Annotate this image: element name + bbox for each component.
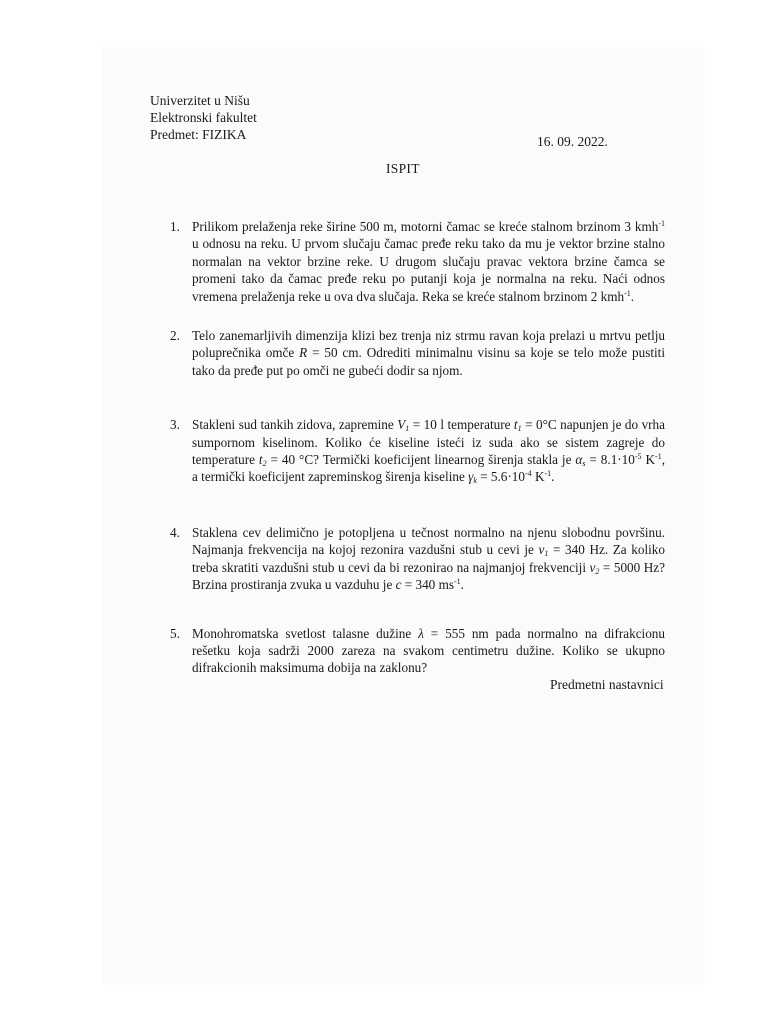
subscript: s (582, 459, 586, 469)
text-run: = 0°C napunjen je do vrha sumpornom kiselinom. Koliko će kiseline isteći iz suda ako se sistem zagreje do temperature (192, 417, 666, 468)
variable: c (395, 577, 402, 593)
superscript: -5 (634, 452, 642, 462)
problem-1 (170, 218, 665, 305)
text-run: . (630, 288, 635, 304)
superscript: -1 (655, 452, 662, 462)
problem-list (170, 218, 665, 677)
problem-text (192, 625, 665, 677)
problem-text (192, 524, 665, 594)
text-run: = 10 l temperature (409, 417, 514, 433)
text-run: Staklena cev delimično je potopljena u tečnost normalno na njenu slobodnu površinu. Najmanja frekvencija na kojoj rezonira vazdušni stub u cevi je (192, 524, 665, 558)
variable: t (258, 452, 263, 468)
signature-line: Predmetni nastavnici (550, 677, 664, 692)
problem-3 (170, 416, 665, 486)
variable: t (513, 417, 518, 433)
problem-number: 5. (170, 625, 180, 641)
superscript: -1 (544, 469, 552, 479)
subject-line: Predmet: FIZIKA (150, 127, 247, 142)
superscript: -1 (624, 288, 631, 298)
text-run: = 340 ms (401, 577, 454, 593)
text-run: K (531, 469, 545, 485)
problem-number: 1. (170, 219, 180, 234)
text-run: = 5.6·10 (476, 469, 525, 485)
subscript: k (473, 476, 477, 486)
text-run: = 340 Hz. Za koliko treba skratiti vazdušni stub u cevi da bi rezonirao na najmanjoj frekvenciji (192, 542, 665, 575)
text-run: Prilikom prelaženja reke širine 500 m, motorni čamac se kreće stalnom brzinom 3 kmh (192, 219, 659, 234)
subscript: 1 (517, 424, 522, 434)
superscript: -1 (658, 219, 665, 228)
text-run: = 5000 Hz? Brzina prostiranja zvuka u vazduhu je (192, 559, 665, 593)
text-run: u odnosu na reku. U prvom slučaju čamac pređe reku tako da mu je vektor brzine stalno normalan na vektor brzine reke. U drugom slučaju pravac vektora brzine čamca se promeni tako da čamac pređe reku po putanji koja je normalna na reku. Naći odnos vremena prelaženja reke u ova dva slučaja. Reka se kreće stalnom brzinom 2 kmh (192, 236, 665, 304)
problem-text (192, 416, 665, 486)
superscript: -1 (453, 577, 461, 587)
problem-4 (170, 524, 665, 594)
superscript: -4 (524, 469, 532, 479)
document-title: ISPIT (386, 161, 420, 176)
text-run: Stakleni sud tankih zidova, zapremine (192, 417, 398, 433)
text-run: Monohromatska svetlost talasne dužine (192, 625, 419, 641)
variable: R (299, 345, 308, 361)
variable: α (575, 452, 583, 468)
variable: ν (538, 542, 545, 558)
variable: V (397, 417, 406, 433)
text-run: K (641, 452, 656, 468)
problem-2 (170, 327, 665, 379)
text-run: = 40 °C? Termički koeficijent linearnog širenja stakla je (266, 452, 576, 468)
document-header (150, 92, 257, 143)
text-run: , a termički koeficijent zapreminskog širenja kiseline (192, 452, 665, 485)
text-run: . (460, 577, 464, 593)
variable: ν (589, 559, 596, 575)
subscript: 2 (595, 566, 600, 576)
subscript: 1 (544, 549, 549, 559)
text-run: = 8.1·10 (585, 452, 635, 468)
subscript: 1 (405, 424, 410, 434)
variable: γ (468, 469, 474, 485)
faculty-name: Elektronski fakultet (150, 110, 257, 125)
problem-number: 3. (170, 417, 180, 433)
problem-number: 4. (170, 524, 180, 540)
text-run: Telo zanemarljivih dimenzija klizi bez trenja niz strmu ravan koja prelazi u mrtvu petlju poluprečnika omče (192, 328, 665, 361)
variable: λ (418, 625, 424, 641)
problem-text (192, 327, 665, 379)
problem-text (192, 218, 665, 305)
text-run: = 50 cm. Odrediti minimalnu visinu sa koje se telo može pustiti tako da pređe put po omči ne gubeći dodir sa njom. (192, 345, 665, 378)
problem-number: 2. (170, 328, 180, 344)
subscript: 2 (262, 459, 267, 469)
exam-date: 16. 09. 2022. (537, 134, 608, 149)
text-run: = 555 nm pada normalno na difrakcionu rešetku koja sadrži 2000 zareza na svakom centimetru dužine. Koliko se ukupno difrakcionih maksimuma dobija na zaklonu? (192, 625, 665, 676)
university-name: Univerzitet u Nišu (150, 93, 250, 108)
problem-5 (170, 625, 665, 677)
text-run: . (551, 469, 555, 485)
